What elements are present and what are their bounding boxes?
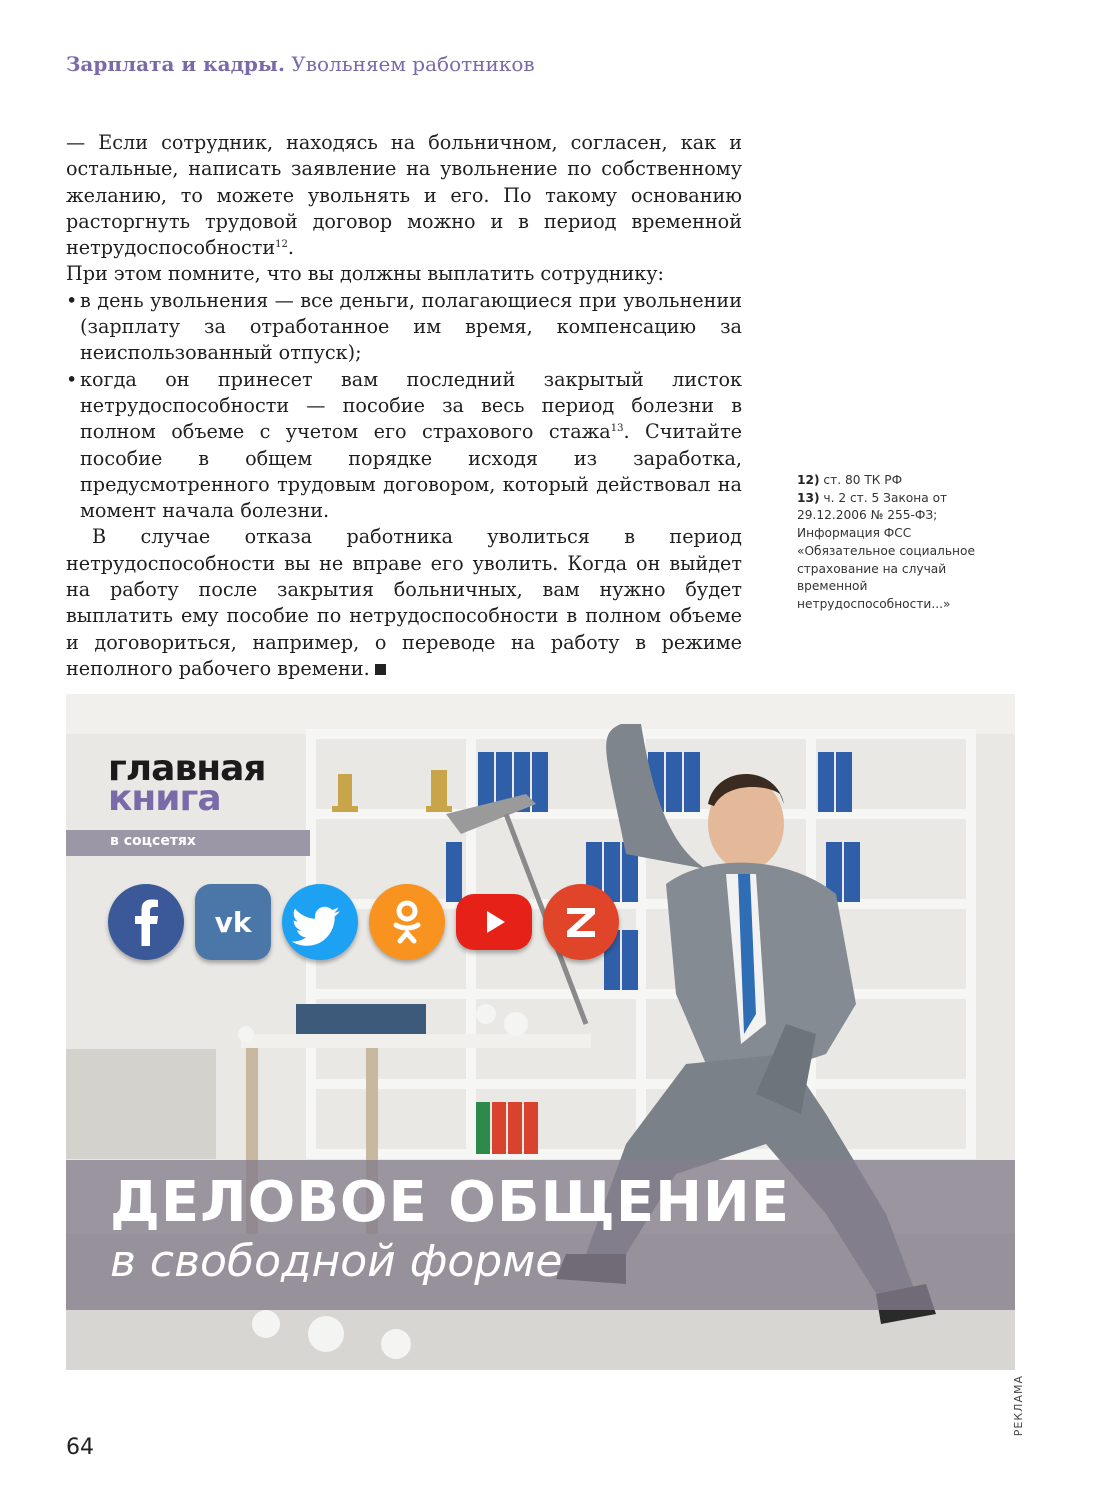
page-number: 64 [66, 1435, 94, 1460]
twitter-icon[interactable] [282, 884, 358, 960]
footnote: 12) ст. 80 ТК РФ [797, 473, 903, 487]
end-mark [375, 664, 386, 675]
social-caption-bar [66, 830, 310, 856]
footnote-ref[interactable]: 13 [610, 423, 624, 435]
paragraph: При этом помните, что вы должны выплатить сотруднику: [66, 262, 665, 286]
advertisement[interactable] [66, 694, 1015, 1370]
social-caption: в соцсетях [110, 833, 196, 849]
zen-icon[interactable] [543, 884, 619, 960]
vk-icon[interactable] [195, 884, 271, 960]
footnote-ref[interactable]: 12 [275, 239, 288, 251]
paragraph: — Если сотрудник, находясь на больничном, согласен, как и остальные, написать заявление на увольнение по собственному желанию, то можете увольнять и его. По такому основанию расторгнуть трудовой договор можно и в период временной нетрудоспособности$^{12}$. [66, 131, 742, 260]
ad-label: РЕКЛАМА [1012, 1375, 1025, 1437]
headline-banner [66, 1160, 1015, 1310]
header-topic: Увольняем работников [291, 52, 535, 76]
bullet-list [66, 288, 742, 525]
footnotes [797, 472, 997, 614]
paragraph: В случае отказа работника уволиться в период нетрудоспособности вы не вправе его уволить. Когда он выйдет на работу после закрытия больничных, вам нужно будет выплатить ему пособие по нетрудоспособности в полном объеме и договориться, например, о переводе на работу в режиме неполного рабочего времени. [66, 525, 742, 680]
logo-word-2: книга [108, 778, 221, 819]
facebook-icon[interactable] [108, 884, 184, 960]
youtube-icon[interactable] [456, 894, 532, 950]
odnoklassniki-icon[interactable] [369, 884, 445, 960]
list-item: • когда он принесет вам последний закрытый листок нетрудоспособности — пособие за весь период болезни в полном объеме с учетом его страхового стажа$^{13}$. Считайте пособие в общем порядке исходя из заработка, предусмотренного трудовым договором, который действовал на момент начала болезни. [66, 367, 742, 525]
ad-headline: ДЕЛОВОЕ ОБЩЕНИЕ [110, 1170, 791, 1235]
footnote: 13) ч. 2 ст. 5 Закона от 29.12.2006 № 255-ФЗ; Информация ФСС «Обязательное социальное страхование на случай временной нетрудоспособности...» [797, 490, 975, 611]
ad-subheadline: в свободной форме [110, 1236, 563, 1287]
logo-word-1: главная [108, 748, 266, 789]
list-item: • в день увольнения — все деньги, полагающиеся при увольнении (зарплату за отработанное им время, компенсацию за неиспользованный отпуск); [66, 288, 742, 367]
article-body [66, 130, 742, 682]
svg-text:vk: vk [214, 906, 252, 939]
header-section: Зарплата и кадры. [66, 52, 285, 76]
running-header [66, 52, 535, 76]
glavnaya-kniga-logo [108, 748, 266, 819]
